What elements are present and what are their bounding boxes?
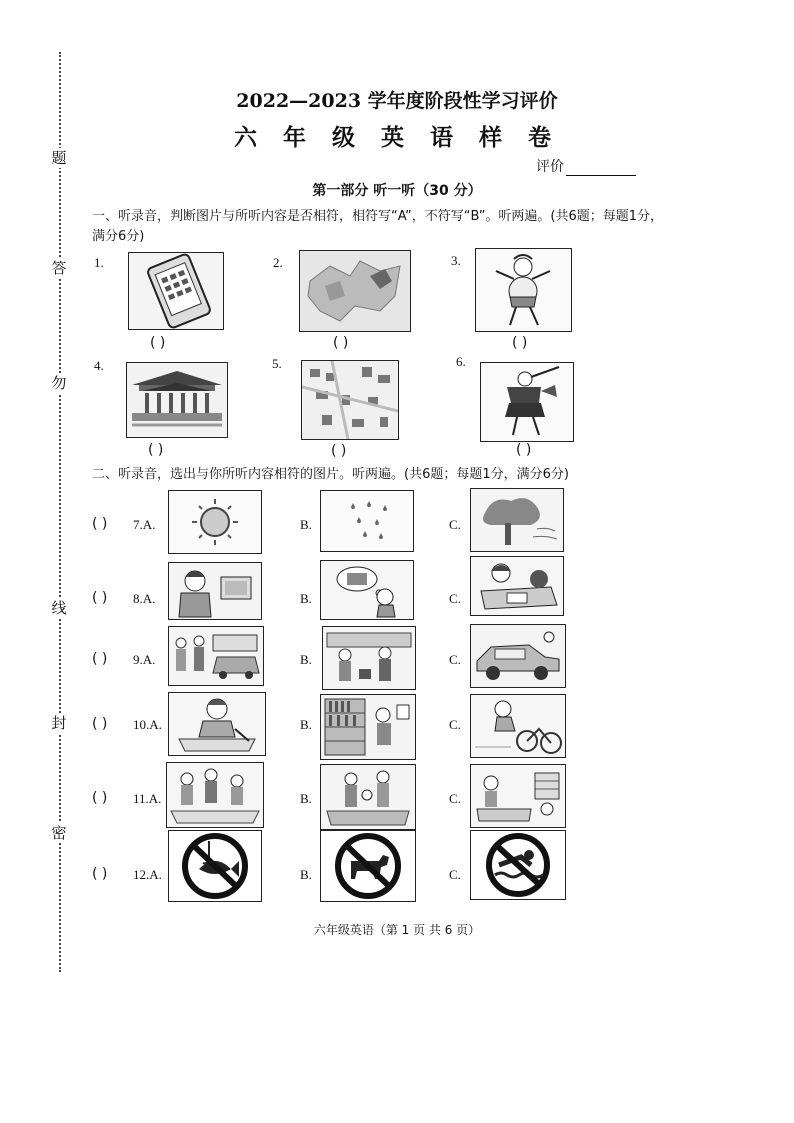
option-label: C.: [449, 517, 461, 532]
answer-blank[interactable]: ( ): [333, 335, 349, 351]
question-number: 8.A.: [133, 591, 156, 606]
answer-blank[interactable]: ( ): [148, 442, 164, 458]
binding-char: 题: [49, 148, 69, 168]
palace-icon: [126, 362, 228, 438]
part1-title: 第一部分 听一听（30 分）: [312, 183, 482, 199]
option-label: B.: [300, 717, 312, 732]
question-number: 11.A.: [133, 791, 162, 806]
option-label: B.: [300, 867, 312, 882]
rain-icon: [320, 490, 414, 552]
binding-char: 封: [49, 713, 69, 733]
question-number: 5.: [272, 356, 282, 371]
answer-blank[interactable]: ( ): [92, 716, 108, 732]
people-shopping-icon: [322, 626, 416, 690]
boy-tv-icon: [168, 562, 262, 620]
option-label: B.: [300, 791, 312, 806]
option-label: B.: [300, 591, 312, 606]
binding-char: 密: [49, 823, 69, 843]
option-label: C.: [449, 652, 461, 667]
family-picnic-icon: [166, 762, 264, 828]
question-number: 4.: [94, 358, 104, 373]
option-label: B.: [300, 652, 312, 667]
rating-blank[interactable]: [566, 161, 636, 176]
boy-drawing-icon: [168, 692, 266, 756]
option-label: B.: [300, 517, 312, 532]
section2-instruction: 二、听录音，选出与你所听内容相符的图片。听两遍。(共6题；每题1分，满分6分): [92, 467, 569, 482]
car-icon: [470, 624, 566, 688]
smartphone-icon: [128, 252, 224, 330]
boy-study-icon: [470, 764, 566, 828]
answer-blank[interactable]: ( ): [92, 866, 108, 882]
question-number: 1.: [94, 255, 104, 270]
boy-thought-icon: [320, 560, 414, 620]
wind-tree-icon: [470, 488, 564, 552]
no-swimming-icon: [470, 830, 566, 900]
map-icon: [299, 250, 411, 332]
cycling-icon: [470, 694, 566, 758]
answer-blank[interactable]: ( ): [92, 590, 108, 606]
question-number: 2.: [273, 255, 283, 270]
exam-title: 2022—2023 学年度阶段性学习评价: [236, 90, 558, 112]
boy-desk-icon: [470, 556, 564, 616]
family-garden-icon: [320, 764, 416, 830]
page-footer: 六年级英语（第 1 页 共 6 页）: [313, 923, 481, 937]
question-number: 7.A.: [133, 517, 156, 532]
question-number: 9.A.: [133, 652, 156, 667]
question-number: 12.A.: [133, 867, 162, 882]
binding-char: 答: [49, 258, 69, 278]
answer-blank[interactable]: ( ): [331, 443, 347, 459]
binding-char: 勿: [49, 373, 69, 393]
answer-blank[interactable]: ( ): [516, 442, 532, 458]
option-label: C.: [449, 591, 461, 606]
no-fishing-icon: [168, 830, 262, 902]
rating-field[interactable]: [536, 156, 636, 176]
binding-char: 线: [49, 598, 69, 618]
library-icon: [320, 694, 416, 760]
street-scene-icon: [168, 626, 264, 686]
exam-subtitle: 六 年 级 英 语 样 卷: [233, 124, 561, 151]
answer-blank[interactable]: ( ): [512, 335, 528, 351]
option-label: C.: [449, 867, 461, 882]
town-map-icon: [301, 360, 399, 440]
bagpiper-icon: [480, 362, 574, 442]
beach-man-icon: [475, 248, 572, 332]
option-label: C.: [449, 717, 461, 732]
no-dogs-icon: [320, 830, 416, 902]
question-number: 6.: [456, 354, 466, 369]
section1-instruction: 一、听录音，判断图片与所听内容是否相符，相符写“A”，不符写“B”。听两遍。(共6题；每题1分，满分6分): [92, 209, 664, 244]
rating-label: 评价: [536, 159, 564, 175]
answer-blank[interactable]: ( ): [92, 790, 108, 806]
answer-blank[interactable]: ( ): [150, 335, 166, 351]
sun-icon: [168, 490, 262, 554]
question-number: 3.: [451, 253, 461, 268]
answer-blank[interactable]: ( ): [92, 651, 108, 667]
option-label: C.: [449, 791, 461, 806]
answer-blank[interactable]: ( ): [92, 516, 108, 532]
question-number: 10.A.: [133, 717, 162, 732]
